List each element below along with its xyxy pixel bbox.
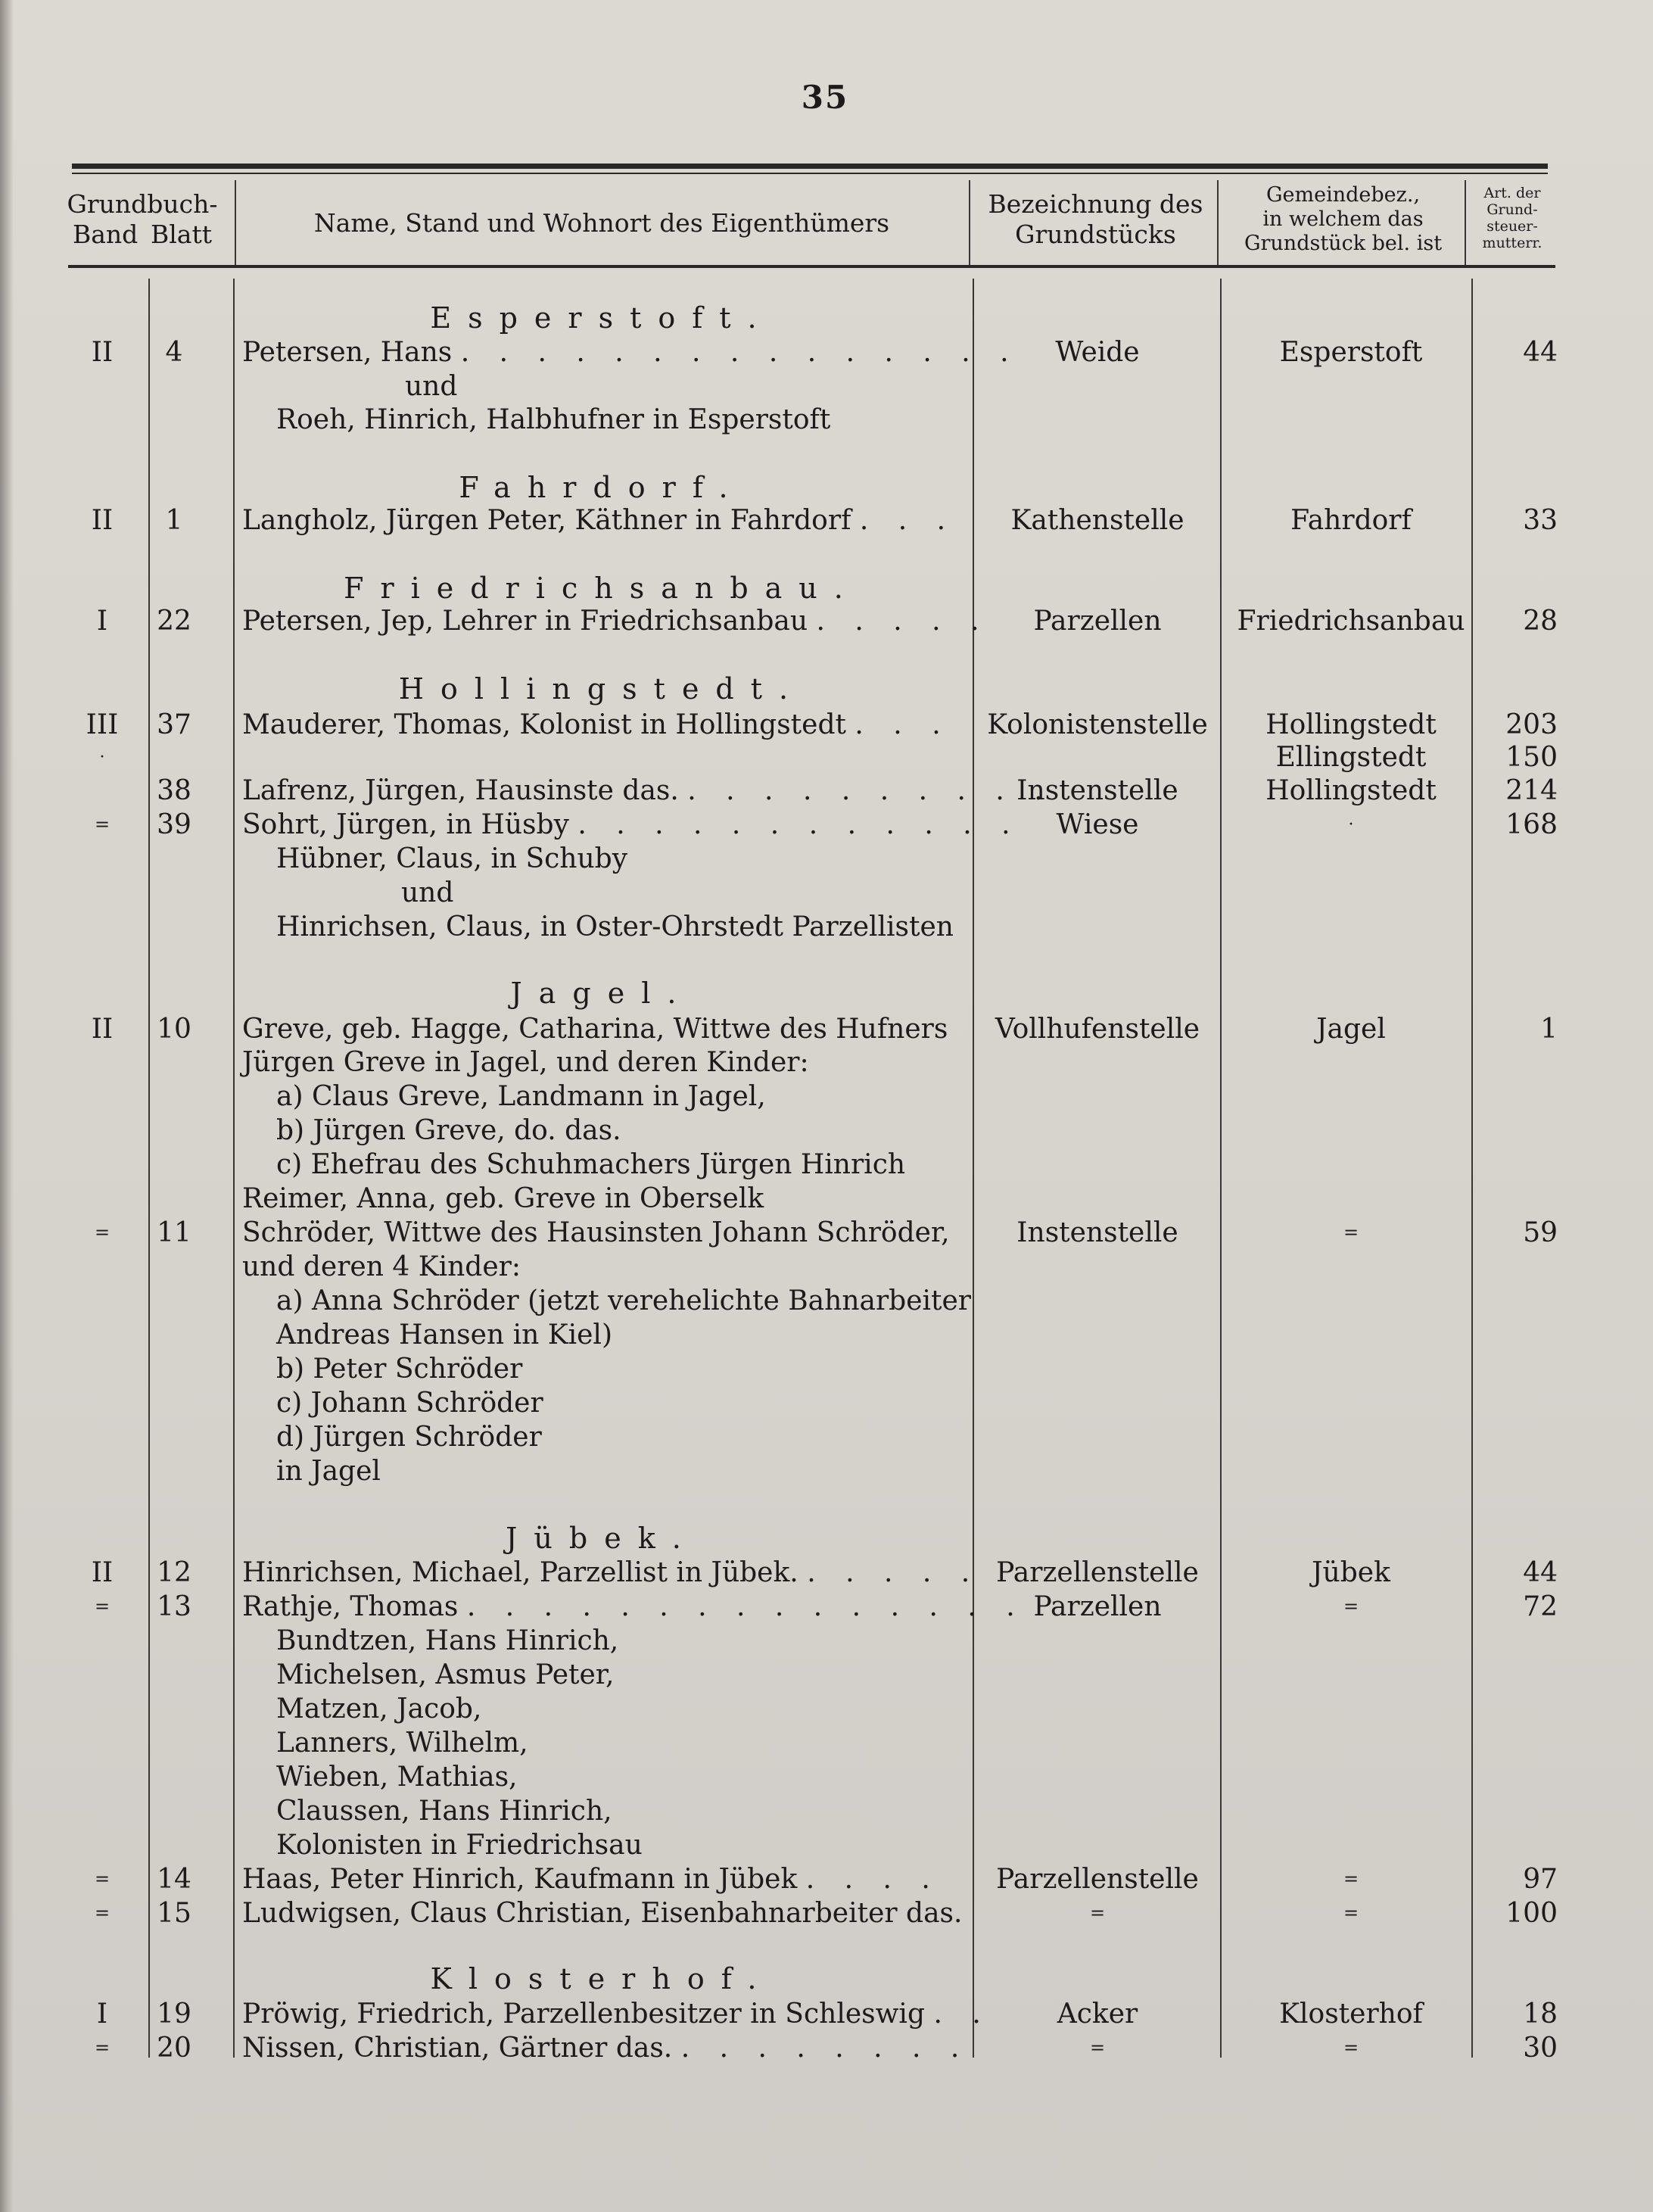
owner-name: Reimer, Anna, geb. Greve in Oberselk (242, 1183, 764, 1214)
table-row (0, 1080, 1653, 1114)
header-gemeinde-line1: Gemeindebez., (1265, 183, 1421, 207)
parcel-cell: Parzellenstelle (996, 1557, 1199, 1588)
parcel-cell: Kathenstelle (1010, 505, 1184, 536)
table-row (0, 1692, 1653, 1726)
band-cell: I (96, 1999, 108, 2030)
top-rule-thin (72, 173, 1548, 174)
header-divider (235, 180, 236, 265)
table-row (0, 1216, 1653, 1250)
blatt-cell: 22 (157, 606, 191, 637)
table-row (0, 1454, 1653, 1488)
owner-name: Ludwigsen, Claus Christian, Eisenbahnarbeiter das. (242, 1898, 963, 1929)
table-row (0, 1352, 1653, 1386)
table-row (0, 1284, 1653, 1318)
owner-name: Michelsen, Asmus Peter, (276, 1659, 615, 1690)
parcel-cell: = (1089, 2037, 1106, 2058)
district-cell: Jagel (1316, 1014, 1386, 1045)
parcel-cell: Vollhufenstelle (995, 1014, 1200, 1045)
table-row (0, 1012, 1653, 1046)
table-row (0, 1148, 1653, 1182)
article-cell: 150 (1505, 742, 1558, 773)
table-row (0, 369, 1653, 403)
district-cell: Ellingstedt (1275, 742, 1427, 773)
header-art-line1: Art. der (1483, 185, 1541, 201)
leader-dots: . . . . . (807, 1557, 981, 1588)
top-rule (72, 164, 1548, 169)
owner-name: b) Jürgen Greve, do. das. (276, 1115, 621, 1146)
band-cell: = (94, 1596, 111, 1617)
district-cell: Hollingstedt (1265, 709, 1437, 740)
header-bezeichnung-line1: Bezeichnung des (988, 189, 1203, 219)
table-row (0, 1556, 1653, 1590)
owner-name: Petersen, Jep, Lehrer in Friedrichsanbau (242, 606, 808, 637)
page-number: 35 (801, 79, 849, 116)
owner-name: Rathje, Thomas (242, 1591, 459, 1622)
section-heading: Friedrichsanbau. (344, 572, 860, 605)
owner-name: Petersen, Hans (242, 337, 453, 368)
owner-name: a) Claus Greve, Landmann in Jagel, (276, 1081, 766, 1112)
header-band-blatt (67, 220, 218, 250)
header-gemeinde-line3: Grundstück bel. ist (1244, 232, 1443, 255)
owner-cell (242, 808, 1021, 842)
owner-name: und (405, 371, 458, 402)
leader-dots: . . . . . . . . . . (687, 775, 1054, 806)
blatt-cell: 39 (157, 809, 191, 840)
table-row (0, 1386, 1653, 1420)
table-row (0, 1828, 1653, 1862)
owner-name: c) Ehefrau des Schuhmachers Jürgen Hinrich (276, 1149, 906, 1180)
section-heading: Klosterhof. (430, 1962, 774, 1995)
band-cell: = (94, 1902, 111, 1924)
header-art-line2: Grund- (1486, 201, 1538, 218)
blatt-cell: 37 (157, 709, 191, 740)
blatt-cell: 11 (157, 1217, 191, 1248)
owner-name: b) Peter Schröder (276, 1354, 523, 1385)
owner-name: Hübner, Claus, in Schuby (276, 843, 628, 874)
owner-cell (242, 1590, 1026, 1624)
owner-name: Kolonisten in Friedrichsau (276, 1830, 643, 1861)
band-cell: III (86, 709, 119, 740)
leader-dots: . . . (855, 709, 951, 740)
table-row (0, 403, 1653, 437)
band-cell: II (91, 1014, 114, 1045)
owner-name: in Jagel (276, 1456, 381, 1487)
section-heading: Esperstoft. (430, 301, 774, 335)
table-row (0, 1420, 1653, 1454)
header-blatt: Blatt (150, 220, 212, 249)
blatt-cell: 38 (157, 775, 191, 806)
leader-dots: . . (933, 1999, 991, 2030)
owner-name: Wieben, Mathias, (276, 1762, 518, 1793)
leader-dots: . . . . . . . . (680, 2033, 970, 2064)
table-row (0, 708, 1653, 742)
table-row (0, 1318, 1653, 1352)
owner-cell (242, 774, 1054, 808)
leader-dots: . . . (859, 505, 957, 536)
table-row (0, 604, 1653, 638)
header-bezeichnung-line2: Grundstücks (1015, 220, 1176, 249)
district-cell: = (1343, 1596, 1359, 1617)
owner-cell (242, 1556, 981, 1590)
owner-cell (242, 1997, 991, 2031)
owner-cell (242, 503, 969, 537)
parcel-cell: Acker (1057, 1999, 1138, 2030)
header-art-line4: mutterr. (1482, 235, 1542, 251)
owner-name: c) Johann Schröder (276, 1388, 543, 1419)
header-divider (969, 180, 970, 265)
table-row (0, 1997, 1653, 2031)
blatt-cell: 14 (157, 1864, 191, 1895)
article-cell: 33 (1523, 505, 1558, 536)
table-row (0, 1182, 1653, 1216)
blatt-cell: 4 (165, 337, 183, 368)
parcel-cell: Weide (1055, 337, 1140, 368)
article-cell: 1 (1540, 1014, 1558, 1045)
table-row (0, 335, 1653, 369)
district-cell: Fahrdorf (1290, 505, 1412, 536)
owner-name: Sohrt, Jürgen, in Hüsby (242, 809, 569, 840)
owner-name: und deren 4 Kinder: (242, 1251, 521, 1282)
header-gemeinde-line2: in welchem das (1262, 207, 1424, 231)
blatt-cell: 20 (157, 2033, 191, 2064)
blatt-cell: 12 (157, 1557, 191, 1588)
leader-dots: . . . . . . . . . . . . . . . (460, 337, 1020, 368)
district-cell: Klosterhof (1279, 1999, 1423, 2030)
owner-name: Claussen, Hans Hinrich, (276, 1796, 612, 1827)
table-row (0, 774, 1653, 808)
leader-dots: . . . . . . . . . . . . . . . (466, 1591, 1026, 1622)
blatt-cell: 1 (165, 505, 183, 536)
district-cell: Esperstoft (1279, 337, 1423, 368)
header-art-line3: steuer- (1486, 218, 1538, 235)
article-cell: 44 (1523, 1557, 1558, 1588)
owner-name: Pröwig, Friedrich, Parzellenbesitzer in Schleswig (242, 1999, 925, 2030)
table-row (0, 808, 1653, 842)
district-cell: = (1343, 2037, 1359, 2058)
article-cell: 18 (1523, 1999, 1558, 2030)
district-cell: = (1343, 1868, 1359, 1890)
owner-name: d) Jürgen Schröder (276, 1422, 542, 1453)
district-cell: Friedrichsanbau (1237, 606, 1465, 637)
band-cell: I (96, 606, 108, 637)
owner-name: Nissen, Christian, Gärtner das. (242, 2033, 673, 2064)
band-cell: = (94, 2037, 111, 2058)
district-cell: Hollingstedt (1265, 775, 1437, 806)
table-row (0, 2031, 1653, 2065)
leader-dots: . . . . . (816, 606, 990, 637)
owner-name: Jürgen Greve in Jagel, und deren Kinder: (242, 1047, 809, 1078)
owner-name: Mauderer, Thomas, Kolonist in Hollingstedt (242, 709, 846, 740)
owner-name: a) Anna Schröder (jetzt verehelichte Bahnarbeiter (276, 1285, 972, 1316)
parcel-cell: Wiese (1056, 809, 1139, 840)
ditto-mark: · (99, 748, 105, 767)
owner-cell (242, 335, 1020, 369)
table-row (0, 1862, 1653, 1896)
owner-name: Bundtzen, Hans Hinrich, (276, 1625, 619, 1656)
header-rule (68, 265, 1555, 268)
section-heading: Hollingstedt. (398, 672, 805, 706)
district-cell: Jübek (1312, 1557, 1390, 1588)
band-cell: II (91, 505, 114, 536)
article-cell: 214 (1505, 775, 1558, 806)
band-cell: II (91, 1557, 114, 1588)
owner-name: Haas, Peter Hinrich, Kaufmann in Jübek (242, 1864, 798, 1895)
table-row (0, 1045, 1653, 1080)
table-row (0, 1114, 1653, 1148)
header-grundbuch-label: Grundbuch- (67, 189, 218, 219)
leader-dots: . . . . . . . . . . . . (577, 809, 1021, 840)
blatt-cell: 15 (157, 1898, 191, 1929)
article-cell: 168 (1505, 809, 1558, 840)
owner-name: Schröder, Wittwe des Hausinsten Johann Schröder, (242, 1217, 950, 1248)
table-row (0, 1794, 1653, 1828)
band-cell: = (94, 1222, 111, 1243)
table-row (0, 503, 1653, 537)
section-heading: Jagel. (510, 977, 693, 1010)
leader-dots: . . . . (805, 1864, 941, 1895)
section-heading: Jübek. (506, 1522, 698, 1555)
article-cell: 28 (1523, 606, 1558, 637)
table-row (0, 842, 1653, 876)
section-heading: Fahrdorf. (459, 471, 745, 504)
blatt-cell: 19 (157, 1999, 191, 2030)
parcel-cell: Instenstelle (1016, 775, 1178, 806)
table-row (0, 1250, 1653, 1284)
table-row (0, 1590, 1653, 1624)
header-band: Band (73, 220, 139, 249)
header-art (1467, 185, 1558, 251)
table-row (0, 1726, 1653, 1760)
article-cell: 97 (1523, 1864, 1558, 1895)
owner-cell (242, 708, 969, 742)
parcel-cell: Kolonistenstelle (987, 709, 1208, 740)
table-row (0, 1896, 1653, 1930)
blatt-cell: 10 (157, 1014, 191, 1045)
owner-name: Langholz, Jürgen Peter, Käthner in Fahrdorf (242, 505, 851, 536)
table-row (0, 1658, 1653, 1692)
header-gemeinde (1220, 183, 1466, 256)
table-row (0, 910, 1653, 944)
article-cell: 203 (1505, 709, 1558, 740)
article-cell: 100 (1505, 1898, 1558, 1929)
band-cell: = (94, 814, 111, 835)
table-row (0, 1624, 1653, 1658)
owner-name: Andreas Hansen in Kiel) (276, 1319, 612, 1351)
band-cell: = (94, 1868, 111, 1890)
parcel-cell: = (1089, 1902, 1106, 1924)
article-cell: 72 (1523, 1591, 1558, 1622)
parcel-cell: Instenstelle (1016, 1217, 1178, 1248)
owner-name: Greve, geb. Hagge, Catharina, Wittwe des Hufners (242, 1014, 948, 1045)
header-bezeichnung (973, 189, 1219, 250)
article-cell: 44 (1523, 337, 1558, 368)
district-cell: · (1348, 815, 1354, 834)
band-cell: II (91, 337, 114, 368)
article-cell: 30 (1523, 2033, 1558, 2064)
table-row (0, 740, 1653, 774)
parcel-cell: Parzellen (1033, 606, 1162, 637)
owner-cell (242, 1862, 969, 1896)
parcel-cell: Parzellenstelle (996, 1864, 1199, 1895)
owner-name: Roeh, Hinrich, Halbhufner in Esperstoft (276, 404, 831, 435)
article-cell: 59 (1523, 1217, 1558, 1248)
header-grundbuch (67, 189, 218, 250)
district-cell: = (1343, 1222, 1359, 1243)
owner-cell (242, 604, 990, 638)
owner-name: Lafrenz, Jürgen, Hausinste das. (242, 775, 679, 806)
owner-name: Hinrichsen, Claus, in Oster-Ohrstedt Parzellisten (276, 911, 954, 942)
owner-name: Lanners, Wilhelm, (276, 1728, 528, 1759)
owner-name: Matzen, Jacob, (276, 1693, 482, 1724)
owner-name: und (401, 877, 454, 908)
table-row (0, 876, 1653, 910)
header-name: Name, Stand und Wohnort des Eigenthümers (313, 208, 890, 238)
parcel-cell: Parzellen (1033, 1591, 1162, 1622)
table-row (0, 1760, 1653, 1794)
blatt-cell: 13 (157, 1591, 191, 1622)
owner-name: Hinrichsen, Michael, Parzellist in Jübek. (242, 1557, 798, 1588)
district-cell: = (1343, 1902, 1359, 1924)
owner-cell (242, 2031, 969, 2065)
